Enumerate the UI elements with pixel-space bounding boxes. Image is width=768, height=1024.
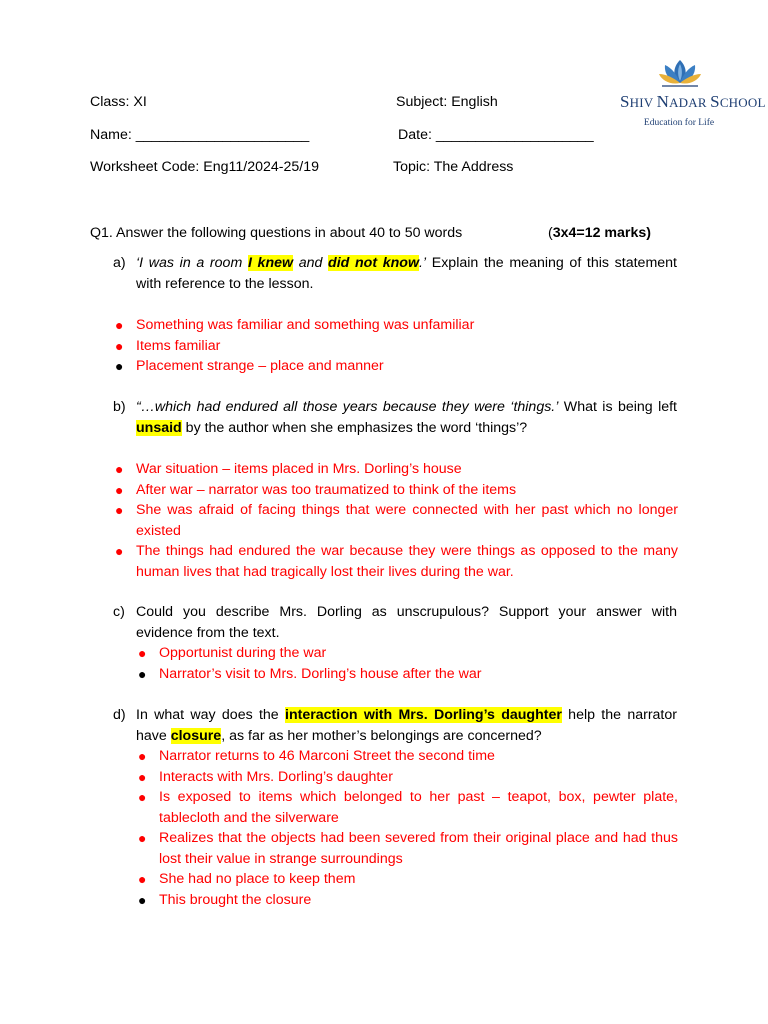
bullet-icon: ● <box>138 748 147 764</box>
question-label: c) <box>113 604 125 620</box>
bullet-icon: ● <box>115 481 124 498</box>
answer-list-b <box>115 459 678 582</box>
bullet-icon: ● <box>138 871 147 887</box>
answer-list-c <box>138 643 678 684</box>
marks-label: (3x4=12 marks) <box>548 225 651 241</box>
school-name: SHIV NADAR SCHOOL <box>620 92 766 111</box>
answer-item: ● After war – narrator was too traumatized to think of the items <box>136 480 678 501</box>
answer-item: ● The things had endured the war because they were things as opposed to the many human lives that had tragically lost their lives during the war. <box>115 543 678 580</box>
lotus-icon <box>618 56 742 90</box>
bullet-icon: ● <box>115 337 124 354</box>
subject-label: Subject: English <box>396 94 498 110</box>
bullet-icon: ● <box>115 461 124 477</box>
question-text: In what way does the interaction with Mrs. Dorling’s daughter help the narrator have closure, as far as her mother’s belongings are concerned? <box>136 707 677 744</box>
answer-item: ● This brought the closure <box>159 890 678 911</box>
answer-item: ● Opportunist during the war <box>159 643 678 664</box>
question-text: “…which had endured all those years because they were ‘things.’ What is being left unsaid by the author when she emphasizes the word ‘things’? <box>136 399 677 436</box>
answer-item: ● Is exposed to items which belonged to her past – teapot, box, pewter plate, tablecloth and the silverware <box>138 789 678 826</box>
answer-item: ● Interacts with Mrs. Dorling’s daughter <box>159 767 678 788</box>
bullet-icon: ● <box>115 543 124 559</box>
date-field-label: Date: ____________________ <box>398 127 594 143</box>
answer-item: ● She had no place to keep them <box>159 869 678 890</box>
answer-item: ● Something was familiar and something was unfamiliar <box>136 315 678 336</box>
bullet-icon: ● <box>115 502 124 518</box>
bullet-icon: ● <box>138 645 147 661</box>
question-heading: Q1. Answer the following questions in about 40 to 50 words <box>90 225 463 241</box>
name-field-label: Name: ______________________ <box>90 127 310 143</box>
class-label: Class: XI <box>90 94 147 110</box>
worksheet-code: Worksheet Code: Eng11/2024-25/19 <box>90 159 319 175</box>
question-text: Could you describe Mrs. Dorling as unscrupulous? Support your answer with evidence from the text. <box>136 604 677 641</box>
answer-item: ● She was afraid of facing things that were connected with her past which no longer existed <box>115 502 678 539</box>
answer-item: ● Realizes that the objects had been severed from their original place and had thus lost their value in strange surroundings <box>138 830 678 867</box>
bullet-icon: ● <box>115 358 124 374</box>
answer-item: ● Narrator returns to 46 Marconi Street the second time <box>159 746 678 767</box>
bullet-icon: ● <box>138 789 147 805</box>
bullet-icon: ● <box>138 830 147 846</box>
answer-item: ● Items familiar <box>136 336 678 357</box>
bullet-icon: ● <box>138 665 147 682</box>
bullet-icon: ● <box>138 768 147 785</box>
topic-label: Topic: The Address <box>393 159 514 175</box>
answer-item: ● Narrator’s visit to Mrs. Dorling’s house after the war <box>159 664 678 685</box>
bullet-icon: ● <box>115 317 124 333</box>
bullet-icon: ● <box>138 891 147 908</box>
school-tagline: Education for Life <box>643 118 715 128</box>
answer-list-d <box>138 746 678 910</box>
question-label: b) <box>113 399 126 415</box>
school-logo <box>618 56 766 132</box>
question-text: ‘I was in a room I knew and did not know.’ Explain the meaning of this statement with reference to the lesson. <box>136 255 677 292</box>
question-label: d) <box>113 707 126 723</box>
answer-item: ● Placement strange – place and manner <box>136 356 678 377</box>
answer-list-a <box>115 315 678 377</box>
question-label: a) <box>113 255 126 271</box>
answer-item: ● War situation – items placed in Mrs. Dorling’s house <box>136 459 678 480</box>
